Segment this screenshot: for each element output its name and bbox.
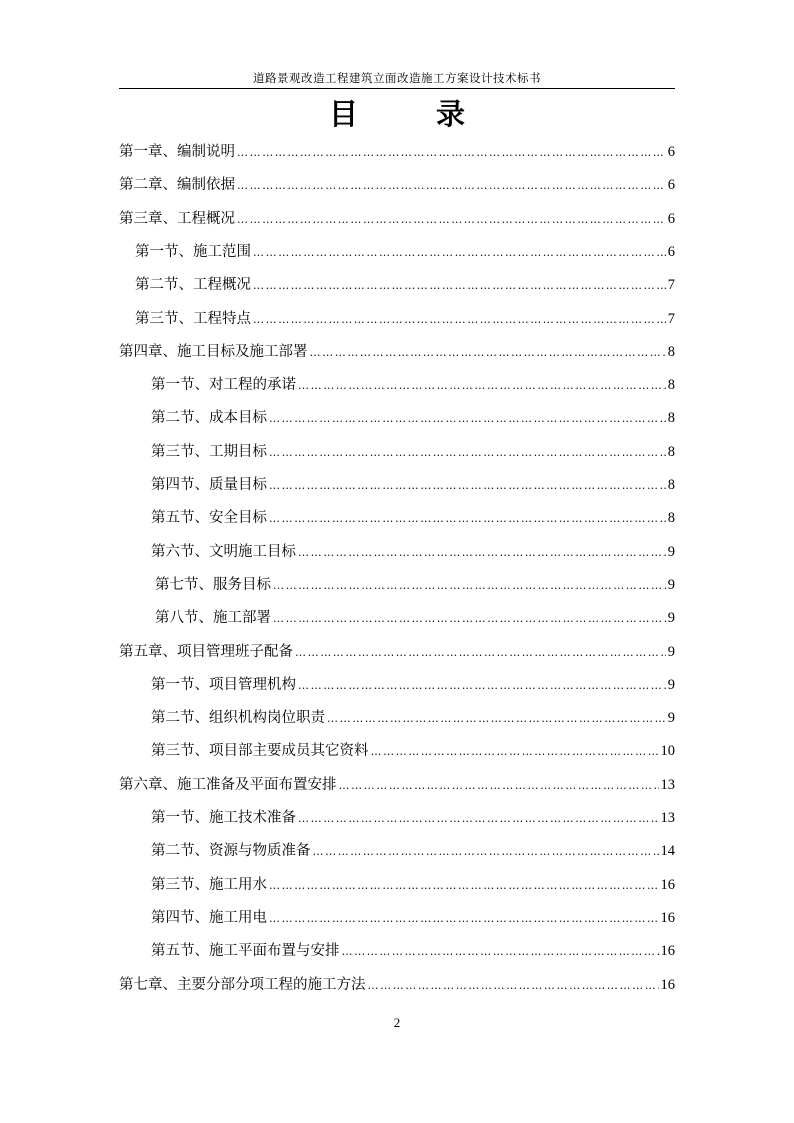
toc-entry-page: 6	[667, 144, 675, 160]
toc-entry[interactable]	[119, 340, 675, 364]
toc-dot-leader	[298, 674, 666, 698]
toc-entry-label: 第四节、施工用电	[151, 909, 267, 926]
toc-dot-leader	[298, 374, 666, 398]
toc-entry-label: 第四章、施工目标及施工部署	[119, 343, 308, 360]
toc-entry-page: 9	[667, 610, 675, 627]
toc-entry-page: 16	[660, 943, 675, 960]
toc-dot-leader	[253, 274, 666, 298]
toc-entry-page: 7	[667, 277, 675, 294]
toc-dot-leader	[298, 807, 659, 831]
toc-dot-leader	[269, 907, 659, 931]
toc-entry-page: 13	[660, 810, 675, 826]
toc-entry[interactable]	[151, 373, 675, 397]
toc-entry[interactable]	[151, 839, 675, 863]
toc-dot-leader	[310, 341, 666, 365]
toc-dot-leader	[371, 740, 659, 764]
toc-entry-label: 第一节、施工范围	[135, 243, 251, 260]
toc-entry-page: 8	[667, 510, 675, 527]
toc-entry-label: 第二节、资源与物质准备	[151, 843, 311, 860]
toc-dot-leader	[342, 940, 659, 964]
toc-dot-leader	[269, 441, 666, 465]
toc-dot-leader	[295, 641, 666, 665]
toc-entry-page: 8	[667, 477, 675, 493]
toc-entry-page: 8	[667, 343, 675, 360]
toc-entry[interactable]	[119, 140, 675, 164]
toc-entry-page: 16	[660, 876, 675, 893]
toc-entry-page: 9	[667, 710, 675, 727]
toc-dot-leader	[339, 774, 659, 798]
toc-entry-label: 第三节、施工用水	[151, 876, 267, 893]
toc-dot-leader	[313, 840, 659, 864]
toc-dot-leader	[368, 974, 659, 998]
toc-entry-page: 6	[667, 243, 675, 260]
toc-entry[interactable]	[151, 706, 675, 730]
toc-entry-label: 第五节、安全目标	[151, 510, 267, 527]
toc-entry-label: 第六章、施工准备及平面布置安排	[119, 776, 337, 793]
toc-entry[interactable]	[119, 640, 675, 664]
toc-entry-label: 第一章、编制说明	[119, 144, 235, 160]
toc-dot-leader	[269, 507, 666, 531]
toc-entry[interactable]	[155, 573, 675, 597]
toc-entry-page: 14	[660, 843, 675, 860]
toc-entry-label: 第五节、施工平面布置与安排	[151, 943, 340, 960]
toc-entry-label: 第八节、施工部署	[155, 610, 271, 627]
toc-entry-label: 第七章、主要分部分项工程的施工方法	[119, 976, 366, 993]
toc-entry-page: 9	[667, 676, 675, 693]
toc-entry-page: 16	[660, 976, 675, 993]
toc-entry[interactable]	[135, 307, 675, 331]
toc-entry-label: 第一节、对工程的承诺	[151, 377, 296, 394]
toc-entry[interactable]	[151, 806, 675, 830]
toc-entry-page: 8	[667, 377, 675, 394]
running-header: 道路景观改造工程建筑立面改造施工方案设计技术标书	[119, 71, 675, 89]
toc-dot-leader	[237, 174, 666, 198]
toc-entry[interactable]	[119, 173, 675, 197]
toc-entry-label: 第二节、成本目标	[151, 410, 267, 427]
toc-entry-label: 第三节、项目部主要成员其它资料	[151, 743, 369, 760]
toc-entry[interactable]	[119, 973, 675, 997]
toc-title-char-2: 录	[436, 97, 466, 131]
toc-entry-label: 第三章、工程概况	[119, 210, 235, 227]
toc-entry-label: 第七节、服务目标	[155, 576, 271, 593]
toc-dot-leader	[327, 707, 666, 731]
toc-title-char-1: 目	[328, 97, 358, 131]
toc-dot-leader	[253, 308, 666, 332]
toc-entry[interactable]	[151, 873, 675, 897]
toc-entry-label: 第三节、工期目标	[151, 443, 267, 460]
toc-entry-page: 6	[667, 177, 675, 194]
toc-entry-label: 第二节、工程概况	[135, 277, 251, 294]
toc-entry[interactable]	[151, 939, 675, 963]
toc-dot-leader	[273, 607, 666, 631]
toc-entry[interactable]	[155, 606, 675, 630]
toc-entry[interactable]	[119, 207, 675, 231]
toc-entry-page: 8	[667, 410, 675, 427]
page-number: 2	[393, 1015, 401, 1030]
toc-entry-page: 9	[667, 576, 675, 593]
toc-entry-page: 10	[660, 743, 675, 760]
toc-dot-leader	[298, 541, 666, 565]
toc-entry[interactable]	[151, 440, 675, 464]
toc-entry-page: 8	[667, 443, 675, 460]
toc-entry-page: 6	[667, 210, 675, 227]
toc-dot-leader	[253, 241, 666, 265]
toc-title	[0, 96, 794, 132]
toc-dot-leader	[269, 474, 666, 498]
toc-entry[interactable]	[151, 540, 675, 564]
toc-entry[interactable]	[151, 906, 675, 930]
toc-dot-leader	[273, 574, 666, 598]
toc-entry[interactable]	[151, 673, 675, 697]
toc-entry[interactable]	[151, 473, 675, 497]
toc-dot-leader	[269, 874, 659, 898]
toc-entry-label: 第五章、项目管理班子配备	[119, 643, 293, 660]
toc-entry-label: 第六节、文明施工目标	[151, 543, 296, 560]
toc-entry-page: 9	[667, 543, 675, 560]
toc-entry-label: 第一节、项目管理机构	[151, 676, 296, 693]
toc-entry[interactable]	[135, 273, 675, 297]
toc-entry-page: 16	[660, 909, 675, 926]
toc-entry[interactable]	[119, 773, 675, 797]
toc-entry-page: 9	[667, 643, 675, 660]
toc-entry[interactable]	[135, 240, 675, 264]
toc-entry[interactable]	[151, 506, 675, 530]
toc-entry-label: 第二章、编制依据	[119, 177, 235, 194]
toc-dot-leader	[269, 407, 666, 431]
toc-entry-label: 第三节、工程特点	[135, 310, 251, 327]
toc-entry-label: 第一节、施工技术准备	[151, 810, 296, 826]
toc-entry-label: 第二节、组织机构岗位职责	[151, 710, 325, 727]
toc-entry-label: 第四节、质量目标	[151, 477, 267, 493]
toc-entry-page: 13	[660, 776, 675, 793]
toc-entry-page: 7	[667, 310, 675, 327]
toc-entry[interactable]	[151, 406, 675, 430]
toc-entry[interactable]	[151, 739, 675, 763]
toc-dot-leader	[237, 208, 666, 232]
toc-dot-leader	[237, 141, 666, 165]
